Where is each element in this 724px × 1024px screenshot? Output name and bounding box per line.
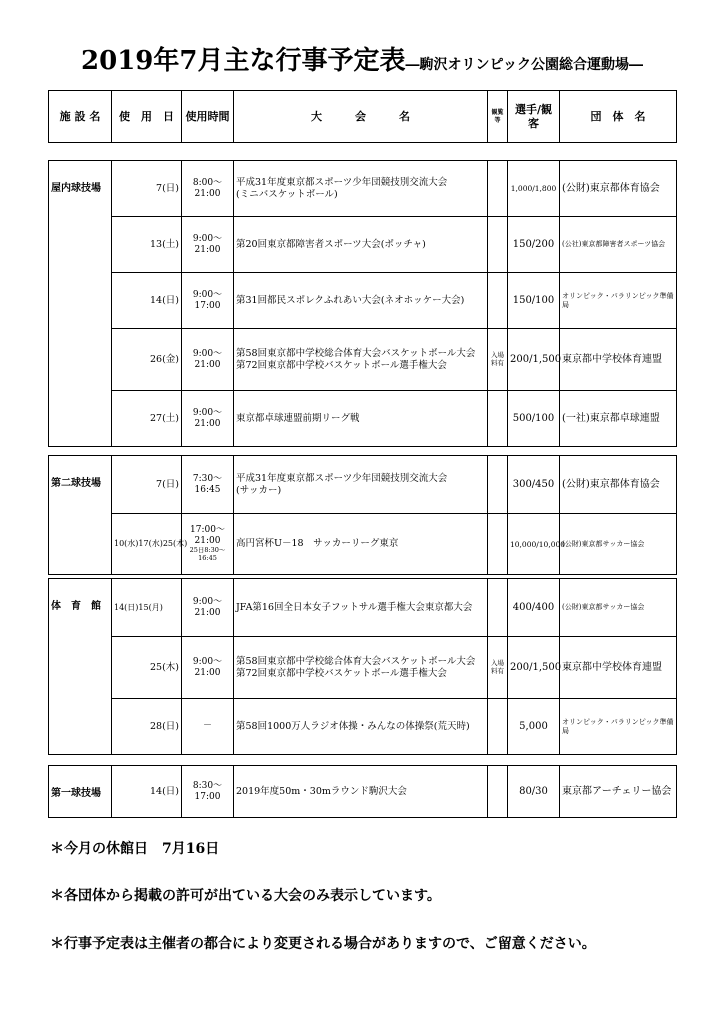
capacity-cell: 150/100	[508, 273, 560, 329]
capacity-cell: 1,000/1,800	[508, 161, 560, 217]
facility-cell	[49, 217, 112, 273]
event-name-line: 第31回都民スポレクふれあい大会(ネオホッケー大会)	[236, 294, 465, 306]
facility-cell: 第一球技場	[49, 766, 112, 818]
table-row	[49, 391, 677, 447]
header-row	[49, 91, 677, 143]
date-cell: 14(日)	[112, 273, 182, 329]
fee-cell	[488, 161, 508, 217]
time-main: －	[202, 721, 212, 732]
note-closed-day: ＊今月の休館日 7月16日	[50, 841, 220, 857]
table-row	[49, 329, 677, 391]
event-name-line: 第58回東京都中学校総合体育大会バスケットボール大会	[236, 656, 476, 668]
table-row	[49, 273, 677, 329]
event-name-line: 東京都卓球連盟前期リーグ戦	[236, 412, 360, 424]
time-main: 9:00～21:00	[192, 596, 223, 618]
header-date: 使 用 日	[112, 91, 182, 143]
time-cell	[182, 391, 234, 447]
table-row	[49, 161, 677, 217]
time-main: 8:30～17:00	[192, 780, 223, 802]
schedule-header-table	[48, 90, 677, 143]
event-name-cell	[234, 217, 488, 273]
fee-cell	[488, 579, 508, 637]
event-name-line: 平成31年度東京都スポーツ少年団競技別交流大会	[236, 177, 448, 189]
note-permission: ＊各団体から掲載の許可が出ている大会のみ表示しています。	[50, 888, 441, 904]
facility-section-table	[48, 578, 677, 755]
time-cell	[182, 273, 234, 329]
time-main: 9:00～21:00	[192, 348, 223, 370]
date-cell: 28(日)	[112, 699, 182, 755]
note-change: ＊行事予定表は主催者の都合により変更される場合がありますので、ご留意ください。	[50, 936, 596, 952]
event-name-line: 平成31年度東京都スポーツ少年団競技別交流大会	[236, 473, 448, 485]
fee-cell: 入場料有	[488, 637, 508, 699]
fee-cell: 入場料有	[488, 329, 508, 391]
time-main: 9:00～21:00	[192, 656, 223, 678]
organizer-cell: 東京都中学校体育連盟	[560, 329, 677, 391]
organizer-cell: オリンピック・パラリンピック準備局	[560, 273, 677, 329]
table-row	[49, 637, 677, 699]
event-name-cell	[234, 329, 488, 391]
facility-cell	[49, 391, 112, 447]
event-name-cell	[234, 514, 488, 575]
facility-cell	[49, 273, 112, 329]
time-main: 9:00～21:00	[192, 233, 223, 255]
event-name-cell	[234, 699, 488, 755]
date-cell: 7(日)	[112, 456, 182, 514]
page-title	[0, 40, 724, 77]
capacity-cell: 400/400	[508, 579, 560, 637]
time-cell	[182, 766, 234, 818]
event-name-line: 第58回東京都中学校総合体育大会バスケットボール大会	[236, 348, 476, 360]
event-name-line: (ミニバスケットボール)	[236, 188, 338, 200]
capacity-cell: 5,000	[508, 699, 560, 755]
facility-section-table	[48, 455, 677, 575]
facility-cell: 体 育 館	[49, 579, 112, 637]
time-cell	[182, 514, 234, 575]
organizer-cell: オリンピック・パラリンピック準備局	[560, 699, 677, 755]
date-cell: 13(土)	[112, 217, 182, 273]
facility-section-table	[48, 160, 677, 447]
time-main: 9:00～17:00	[192, 289, 223, 311]
table-row	[49, 766, 677, 818]
fee-cell	[488, 514, 508, 575]
time-cell	[182, 579, 234, 637]
event-name-line: JFA第16回全日本女子フットサル選手権大会東京都大会	[236, 601, 473, 613]
time-cell	[182, 637, 234, 699]
facility-cell	[49, 637, 112, 699]
organizer-cell: 東京都アーチェリー協会	[560, 766, 677, 818]
date-cell: 25(木)	[112, 637, 182, 699]
header-capacity: 選手/観客	[508, 91, 560, 143]
event-name-cell	[234, 456, 488, 514]
fee-cell	[488, 456, 508, 514]
table-row	[49, 217, 677, 273]
table-row	[49, 699, 677, 755]
event-name-cell	[234, 579, 488, 637]
event-name-line: 第58回1000万人ラジオ体操・みんなの体操祭(荒天時)	[236, 720, 470, 732]
capacity-cell: 500/100	[508, 391, 560, 447]
date-cell: 14(日)	[112, 766, 182, 818]
event-name-line: (サッカー)	[236, 484, 282, 496]
time-main: 8:00～21:00	[192, 177, 223, 199]
time-cell	[182, 699, 234, 755]
fee-cell	[488, 273, 508, 329]
organizer-cell: (公財)東京都サッカー協会	[560, 579, 677, 637]
facility-cell: 屋内球技場	[49, 161, 112, 217]
date-cell: 14(日)15(月)	[112, 579, 182, 637]
event-name-line: 高円宮杯U－18 サッカーリーグ東京	[236, 538, 399, 550]
capacity-cell: 200/1,500	[508, 329, 560, 391]
event-name-line: 第20回東京都障害者スポーツ大会(ボッチャ)	[236, 238, 426, 250]
event-name-cell	[234, 637, 488, 699]
time-cell	[182, 329, 234, 391]
time-cell	[182, 161, 234, 217]
organizer-cell: (公財)東京都サッカー協会	[560, 514, 677, 575]
facility-section-table	[48, 765, 677, 818]
date-cell: 7(日)	[112, 161, 182, 217]
time-cell	[182, 456, 234, 514]
time-main: 7:30～16:45	[192, 473, 223, 495]
time-cell	[182, 217, 234, 273]
facility-cell	[49, 514, 112, 575]
organizer-cell: 東京都中学校体育連盟	[560, 637, 677, 699]
header-org: 団 体 名	[560, 91, 677, 143]
time-main: 17:00～21:00	[190, 525, 225, 547]
table-row	[49, 579, 677, 637]
capacity-cell: 150/200	[508, 217, 560, 273]
organizer-cell: (公財)東京都体育協会	[560, 456, 677, 514]
capacity-cell: 300/450	[508, 456, 560, 514]
event-name-cell	[234, 391, 488, 447]
event-name-line: 2019年度50m・30mラウンド駒沢大会	[236, 785, 407, 797]
fee-cell	[488, 217, 508, 273]
capacity-cell: 200/1,500	[508, 637, 560, 699]
fee-cell	[488, 699, 508, 755]
organizer-cell: (一社)東京都卓球連盟	[560, 391, 677, 447]
organizer-cell: (公社)東京都障害者スポーツ協会	[560, 217, 677, 273]
header-time: 使用時間	[182, 91, 234, 143]
table-row	[49, 514, 677, 575]
header-facility: 施 設 名	[49, 91, 112, 143]
event-name-line: 第72回東京都中学校バスケットボール選手権大会	[236, 667, 447, 679]
title-subtitle: ―駒沢オリンピック公園総合運動場―	[405, 57, 643, 73]
time-sub: 25日8:30～16:45	[189, 546, 226, 562]
event-name-cell	[234, 161, 488, 217]
header-event: 大 会 名	[234, 91, 488, 143]
organizer-cell: (公財)東京都体育協会	[560, 161, 677, 217]
date-cell: 26(金)	[112, 329, 182, 391]
capacity-cell: 10,000/10,000	[508, 514, 560, 575]
facility-cell	[49, 329, 112, 391]
event-name-cell	[234, 273, 488, 329]
facility-cell: 第二球技場	[49, 456, 112, 514]
capacity-cell: 80/30	[508, 766, 560, 818]
fee-cell	[488, 391, 508, 447]
event-name-line: 第72回東京都中学校バスケットボール選手権大会	[236, 359, 447, 371]
header-fee: 観覧等	[488, 91, 508, 143]
event-name-cell	[234, 766, 488, 818]
facility-cell	[49, 699, 112, 755]
time-main: 9:00～21:00	[192, 407, 223, 429]
date-cell: 10(水)17(水)25(木)	[112, 514, 182, 575]
table-row	[49, 456, 677, 514]
title-main: 2019年7月主な行事予定表	[81, 46, 406, 76]
date-cell: 27(土)	[112, 391, 182, 447]
fee-cell	[488, 766, 508, 818]
